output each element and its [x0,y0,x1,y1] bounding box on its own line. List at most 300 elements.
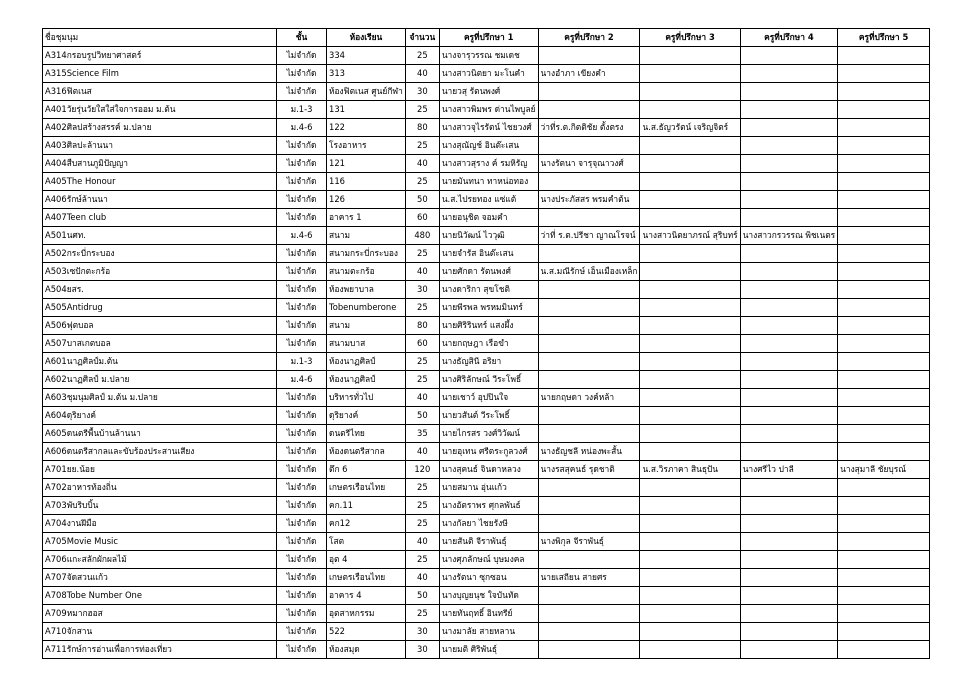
advisor-5-cell [838,227,930,245]
club-name-cell: A501นศท. [43,227,277,245]
advisor-3-cell: น.ส.ธัญวรัตน์ เจริญจิตร์ [640,119,740,137]
count-cell: 50 [405,191,439,209]
advisor-5-cell [838,587,930,605]
advisor-5-cell [838,353,930,371]
advisor-1-cell: น.ส.ไปรยทอง แซ่แต้ [439,191,538,209]
advisor-1-cell: นายไกรสร วงศ์วิวัฒน์ [439,425,538,443]
advisor-5-cell [838,497,930,515]
club-name-cell: A605ดนตรีพื้นบ้านล้านนา [43,425,277,443]
level-cell: ไม่จำกัด [277,209,327,227]
table-row [43,245,930,263]
advisor-5-cell [838,551,930,569]
advisor-5-cell [838,191,930,209]
advisor-1-cell: นางธัญสินี อริยา [439,353,538,371]
advisor-3-cell [640,101,740,119]
advisor-2-cell [538,641,640,659]
advisor-3-cell [640,47,740,65]
club-name-cell: A709หมากฮอส [43,605,277,623]
advisor-4-cell [740,641,837,659]
table-row [43,173,930,191]
advisor-1-cell: นางศุภลักษณ์ บุษมงคล [439,551,538,569]
count-cell: 25 [405,479,439,497]
advisor-5-cell [838,209,930,227]
level-cell: ไม่จำกัด [277,155,327,173]
advisor-2-cell [538,425,640,443]
count-cell: 30 [405,623,439,641]
advisor-3-cell [640,551,740,569]
advisor-4-cell [740,245,837,263]
club-name-cell: A602นาฏศิลป์ ม.ปลาย [43,371,277,389]
count-cell: 40 [405,65,439,83]
table-row [43,263,930,281]
advisor-3-cell: นางสาวนิตยาภรณ์ สุริบทร์ [640,227,740,245]
advisor-1-cell: นายนิวัฒน์ ไววุฒิ [439,227,538,245]
room-cell: สนาม [327,317,406,335]
advisor-4-cell [740,299,837,317]
room-cell: สนาม [327,227,406,245]
room-cell: ตึก 6 [327,461,406,479]
advisor-2-cell [538,299,640,317]
table-row [43,443,930,461]
advisor-3-cell [640,191,740,209]
advisor-3-cell [640,173,740,191]
advisor-4-cell [740,263,837,281]
club-name-cell: A403ศิลปะล้านนา [43,137,277,155]
room-cell: 116 [327,173,406,191]
count-cell: 25 [405,605,439,623]
club-name-cell: A502กระบี่กระบอง [43,245,277,263]
advisor-4-cell [740,425,837,443]
club-name-cell: A703พับริบบิ้น [43,497,277,515]
advisor-5-cell [838,65,930,83]
level-cell: ไม่จำกัด [277,245,327,263]
advisor-3-cell [640,335,740,353]
level-cell: ไม่จำกัด [277,623,327,641]
advisor-1-cell: นางสาวพิมพร ด่านไพบูลย์ [439,101,538,119]
advisor-1-cell: นายวสุ รัตนพงศ์ [439,83,538,101]
room-cell: ห้องฟิตเนส ศูนย์กีฬา [327,83,406,101]
club-name-cell: A315Science Film [43,65,277,83]
advisor-2-cell: นายเสถียน สายศร [538,569,640,587]
table-body [43,47,930,659]
room-cell: 122 [327,119,406,137]
club-name-cell: A705Movie Music [43,533,277,551]
level-cell: ม.4-6 [277,371,327,389]
count-cell: 30 [405,83,439,101]
advisor-3-cell [640,389,740,407]
advisor-2-cell [538,497,640,515]
table-row [43,137,930,155]
advisor-2-cell [538,335,640,353]
table-row [43,65,930,83]
advisor-4-cell [740,47,837,65]
advisor-2-cell [538,605,640,623]
count-cell: 40 [405,155,439,173]
advisor-4-cell [740,155,837,173]
level-cell: ไม่จำกัด [277,479,327,497]
table-row [43,371,930,389]
advisor-4-cell [740,281,837,299]
advisor-2-cell: นางธัญชลี หน่องพะสั้น [538,443,640,461]
advisor-2-cell: นางรสสุคนธ์ รุดชาติ [538,461,640,479]
club-name-cell: A604ดุริยางค์ [43,407,277,425]
advisor-2-cell: น.ส.มณีรักษ์ เอ็นเมืองเหล็ก [538,263,640,281]
advisor-1-cell: นายมันทนา ทาหน่อทอง [439,173,538,191]
count-cell: 60 [405,209,439,227]
advisor-1-cell: นางสาวสุราง ค์ รมหิรัญ [439,155,538,173]
level-cell: ไม่จำกัด [277,335,327,353]
club-name-cell: A710จักสาน [43,623,277,641]
header-advisor-5: ครูที่ปรึกษา 5 [838,29,930,47]
advisor-1-cell: นายสันติ จีราพันธุ์ [439,533,538,551]
level-cell: ไม่จำกัด [277,263,327,281]
advisor-3-cell [640,245,740,263]
advisor-2-cell: ว่าที่ ร.ต.ปรีชา ญาณโรจน์ [538,227,640,245]
advisor-1-cell: นางดาริกา สุขโชติ [439,281,538,299]
room-cell: อาคาร 1 [327,209,406,227]
table-row [43,533,930,551]
room-cell: ห้องนาฏศิลป์ [327,371,406,389]
count-cell: 60 [405,335,439,353]
advisor-1-cell: นายศิริรินทร์ แสงผึ้ง [439,317,538,335]
advisor-4-cell [740,191,837,209]
room-cell: โสต [327,533,406,551]
advisor-5-cell [838,641,930,659]
advisor-5-cell [838,479,930,497]
advisor-4-cell: นางสาวกรวรรณ พิชเนตร [740,227,837,245]
club-name-cell: A601นาฏศิลป์ม.ต้น [43,353,277,371]
advisor-1-cell: นายกฤษฎา เรือขำ [439,335,538,353]
room-cell: บริหารทั่วไป [327,389,406,407]
advisor-5-cell [838,101,930,119]
advisor-4-cell [740,533,837,551]
advisor-3-cell [640,155,740,173]
advisor-2-cell [538,479,640,497]
advisor-4-cell [740,443,837,461]
club-name-cell: A316ฟิตเนส [43,83,277,101]
room-cell: ดนตรีไทย [327,425,406,443]
table-row [43,641,930,659]
club-name-cell: A706แกะสลักผักผลไม้ [43,551,277,569]
advisor-4-cell [740,569,837,587]
advisor-3-cell [640,317,740,335]
advisor-3-cell [640,263,740,281]
advisor-5-cell [838,335,930,353]
count-cell: 25 [405,551,439,569]
count-cell: 50 [405,587,439,605]
advisor-4-cell [740,389,837,407]
header-count: จำนวน [405,29,439,47]
count-cell: 25 [405,371,439,389]
advisor-1-cell: นางสาวนิตยา มะโนคำ [439,65,538,83]
advisor-1-cell: นายพีรพล พรหมมินทร์ [439,299,538,317]
advisor-2-cell [538,83,640,101]
club-name-cell: A504ยสร. [43,281,277,299]
level-cell: ม.4-6 [277,227,327,245]
room-cell: อุตสาหกรรม [327,605,406,623]
count-cell: 25 [405,245,439,263]
level-cell: ไม่จำกัด [277,191,327,209]
advisor-5-cell [838,371,930,389]
table-row [43,119,930,137]
advisor-2-cell [538,551,640,569]
table-row [43,587,930,605]
room-cell: ห้องสมุด [327,641,406,659]
advisor-3-cell: น.ส.วิรภาคา สินธุปัน [640,461,740,479]
advisor-2-cell [538,281,640,299]
advisor-2-cell [538,137,640,155]
advisor-3-cell [640,65,740,83]
table-row [43,227,930,245]
advisor-2-cell: นางรัตนา จารุจุณาวงศ์ [538,155,640,173]
advisor-4-cell [740,209,837,227]
advisor-2-cell: นางอำภา เขียงคำ [538,65,640,83]
level-cell: ไม่จำกัด [277,65,327,83]
advisor-3-cell [640,641,740,659]
advisor-2-cell [538,515,640,533]
club-name-cell: A314กรอบรูปวิทยาศาสตร์ [43,47,277,65]
advisor-5-cell: นางสุมาลี ชัยบุรณ์ [838,461,930,479]
room-cell: คก.11 [327,497,406,515]
table-row [43,425,930,443]
advisor-3-cell [640,623,740,641]
header-level: ชั้น [277,29,327,47]
club-table [42,28,930,659]
count-cell: 40 [405,263,439,281]
advisor-5-cell [838,173,930,191]
advisor-2-cell [538,317,640,335]
advisor-3-cell [640,407,740,425]
club-name-cell: A701ยย.น้อย [43,461,277,479]
count-cell: 120 [405,461,439,479]
count-cell: 35 [405,425,439,443]
advisor-1-cell: นายเชาว์ อุปปินใจ [439,389,538,407]
advisor-4-cell [740,407,837,425]
table-row [43,281,930,299]
advisor-5-cell [838,137,930,155]
advisor-1-cell: นายอุเทน ศรีตระกูลวงศ์ [439,443,538,461]
advisor-1-cell: นางสาวจุไรรัตน์ ไชยวงศ์ [439,119,538,137]
advisor-2-cell [538,587,640,605]
advisor-2-cell: นางประภัสสร พรมคำต้น [538,191,640,209]
level-cell: ไม่จำกัด [277,641,327,659]
room-cell: อุต 4 [327,551,406,569]
table-row [43,335,930,353]
header-advisor-2: ครูที่ปรึกษา 2 [538,29,640,47]
advisor-3-cell [640,569,740,587]
advisor-3-cell [640,299,740,317]
advisor-5-cell [838,569,930,587]
advisor-3-cell [640,83,740,101]
club-name-cell: A402ศิลปสร้างสรรค์ ม.ปลาย [43,119,277,137]
level-cell: ไม่จำกัด [277,551,327,569]
advisor-2-cell: นายกฤษดา วงค์หล้า [538,389,640,407]
advisor-4-cell [740,137,837,155]
advisor-2-cell [538,353,640,371]
advisor-2-cell [538,371,640,389]
advisor-3-cell [640,443,740,461]
advisor-1-cell: นางกัลยา ไชยรังษี [439,515,538,533]
club-name-cell: A506ฟุตบอล [43,317,277,335]
advisor-2-cell [538,209,640,227]
advisor-5-cell [838,263,930,281]
advisor-4-cell [740,479,837,497]
level-cell: ไม่จำกัด [277,83,327,101]
advisor-4-cell [740,587,837,605]
advisor-2-cell: ว่าที่ร.ต.กิตติชัย ตั้งตรง [538,119,640,137]
advisor-4-cell [740,173,837,191]
advisor-3-cell [640,425,740,443]
room-cell: Tobenumberone [327,299,406,317]
level-cell: ไม่จำกัด [277,281,327,299]
advisor-1-cell: นางสุณัญช์ อินต๊ะเสน [439,137,538,155]
advisor-4-cell [740,353,837,371]
club-name-cell: A407Teen club [43,209,277,227]
level-cell: ไม่จำกัด [277,47,327,65]
advisor-3-cell [640,605,740,623]
level-cell: ไม่จำกัด [277,569,327,587]
advisor-1-cell: นายสมาน อุ่นแก้ว [439,479,538,497]
club-name-cell: A503เซปักตะกร้อ [43,263,277,281]
room-cell: สนามกระบี่กระบอง [327,245,406,263]
advisor-1-cell: นายวสันต์ วีระโพธิ์ [439,407,538,425]
advisor-1-cell: นายมติ ศิริพันธุ์ [439,641,538,659]
advisor-3-cell [640,479,740,497]
room-cell: ห้องดนตรีสากล [327,443,406,461]
count-cell: 25 [405,299,439,317]
level-cell: ไม่จำกัด [277,425,327,443]
club-name-cell: A404สืบสานภูมิปัญญา [43,155,277,173]
level-cell: ไม่จำกัด [277,443,327,461]
advisor-5-cell [838,443,930,461]
count-cell: 25 [405,101,439,119]
room-cell: 313 [327,65,406,83]
advisor-2-cell [538,173,640,191]
room-cell: 522 [327,623,406,641]
table-row [43,623,930,641]
room-cell: 121 [327,155,406,173]
advisor-5-cell [838,389,930,407]
advisor-1-cell: นางบุญยนุช ใจบันทัด [439,587,538,605]
room-cell: 334 [327,47,406,65]
header-advisor-4: ครูที่ปรึกษา 4 [740,29,837,47]
advisor-1-cell: นางศิริลักษณ์ วีระโพธิ์ [439,371,538,389]
advisor-1-cell: นายศักดา รัตนพงศ์ [439,263,538,281]
advisor-1-cell: นางมาลัย สายหลาน [439,623,538,641]
advisor-5-cell [838,515,930,533]
header-room: ห้องเรียน [327,29,406,47]
count-cell: 40 [405,443,439,461]
advisor-5-cell [838,533,930,551]
level-cell: ม.1-3 [277,353,327,371]
table-row [43,515,930,533]
advisor-5-cell [838,605,930,623]
advisor-2-cell [538,245,640,263]
count-cell: 80 [405,317,439,335]
club-name-cell: A707จัดสวนแก้ว [43,569,277,587]
room-cell: เกษตรเรือนไทย [327,479,406,497]
table-row [43,83,930,101]
club-name-cell: A704งานฝีมือ [43,515,277,533]
advisor-5-cell [838,407,930,425]
table-row [43,47,930,65]
advisor-3-cell [640,371,740,389]
advisor-4-cell [740,371,837,389]
level-cell: ไม่จำกัด [277,605,327,623]
advisor-5-cell [838,281,930,299]
count-cell: 25 [405,47,439,65]
level-cell: ไม่จำกัด [277,317,327,335]
count-cell: 25 [405,497,439,515]
advisor-1-cell: นายอนุชิต จอมคำ [439,209,538,227]
advisor-5-cell [838,119,930,137]
advisor-1-cell: นายทันฤทธิ์ อินทรีย์ [439,605,538,623]
level-cell: ไม่จำกัด [277,533,327,551]
club-name-cell: A603ชุมนุมศิลป์ ม.ต้น ม.ปลาย [43,389,277,407]
club-name-cell: A401วัยรุ่นวัยใสใส่ใจการออม ม.ต้น [43,101,277,119]
club-name-cell: A711รักษ์การอ่านเพื่อการท่องเที่ยว [43,641,277,659]
advisor-5-cell [838,155,930,173]
advisor-2-cell: นางพิกุล จีราพันธุ์ [538,533,640,551]
table-row [43,353,930,371]
advisor-5-cell [838,623,930,641]
advisor-4-cell [740,515,837,533]
table-row [43,317,930,335]
advisor-5-cell [838,299,930,317]
table-row [43,605,930,623]
table-row [43,155,930,173]
room-cell: ห้องนาฏศิลป์ [327,353,406,371]
advisor-5-cell [838,425,930,443]
room-cell: 131 [327,101,406,119]
level-cell: ม.1-3 [277,101,327,119]
count-cell: 40 [405,569,439,587]
club-name-cell: A708Tobe Number One [43,587,277,605]
advisor-4-cell: นางศรีไว ปาลี [740,461,837,479]
advisor-2-cell [538,407,640,425]
level-cell: ไม่จำกัด [277,173,327,191]
advisor-1-cell: นายจำรัส อินต๊ะเสน [439,245,538,263]
table-row [43,569,930,587]
advisor-5-cell [838,317,930,335]
advisor-4-cell [740,551,837,569]
header-advisor-1: ครูที่ปรึกษา 1 [439,29,538,47]
advisor-4-cell [740,317,837,335]
table-row [43,209,930,227]
count-cell: 80 [405,119,439,137]
room-cell: สนามบาส [327,335,406,353]
table-row [43,299,930,317]
level-cell: ไม่จำกัด [277,299,327,317]
advisor-4-cell [740,335,837,353]
level-cell: ไม่จำกัด [277,587,327,605]
table-row [43,101,930,119]
advisor-4-cell [740,83,837,101]
advisor-5-cell [838,47,930,65]
advisor-4-cell [740,605,837,623]
advisor-4-cell [740,101,837,119]
level-cell: ไม่จำกัด [277,137,327,155]
room-cell: เกษตรเรือนไทย [327,569,406,587]
advisor-3-cell [640,587,740,605]
table-row [43,479,930,497]
table-row [43,191,930,209]
level-cell: ม.4-6 [277,119,327,137]
level-cell: ไม่จำกัด [277,515,327,533]
level-cell: ไม่จำกัด [277,497,327,515]
level-cell: ไม่จำกัด [277,389,327,407]
advisor-1-cell: นางจารุวรรณ ชมเดช [439,47,538,65]
